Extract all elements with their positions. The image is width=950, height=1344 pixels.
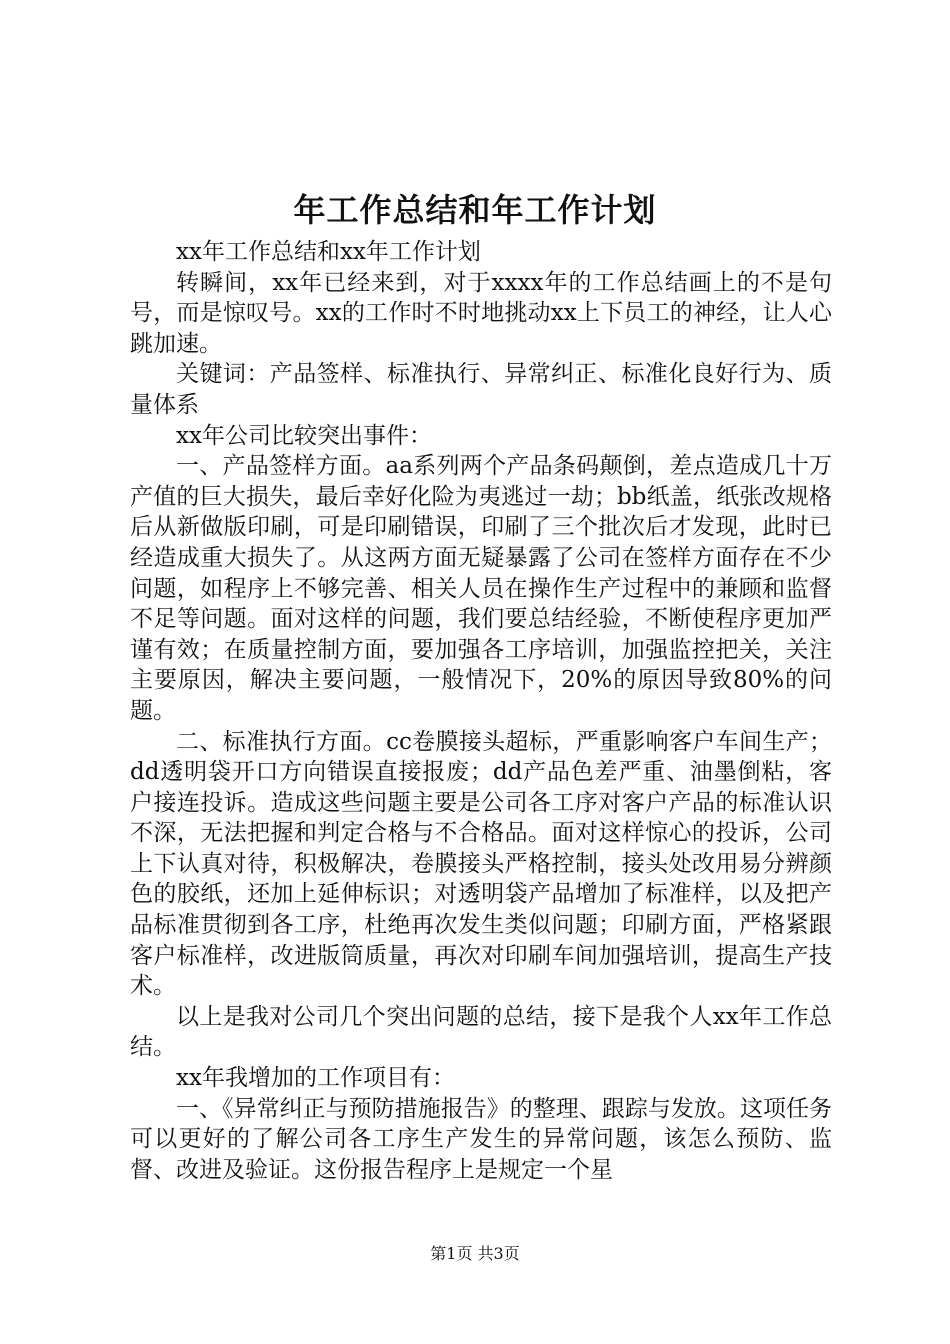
paragraph-summary: 以上是我对公司几个突出问题的总结，接下是我个人xx年工作总结。 (130, 1003, 832, 1061)
paragraph-new-items-heading: xx年我增加的工作项目有： (176, 1065, 455, 1092)
page-footer: 第1页 共3页 (430, 1244, 520, 1263)
paragraph-section-1: 一、产品签样方面。aa系列两个产品条码颠倒，差点造成几十万产值的巨大损失，最后幸好化险为夷逃过一劫；bb纸盖，纸张改规格后从新做版印刷，可是印刷错误，印刷了三个批次后才发现，此时已经造成重大损失了。从这两方面无疑暴露了公司在签样方面存在不少问题，如程序上不够完善、相关人员在操作生产过程中的兼顾和监督不足等问题。面对这样的问题，我们要总结经验，不断使程序更加严谨有效；在质量控制方面，要加强各工序培训，加强监控把关，关注主要原因，解决主要问题，一般情况下，20%的原因导致80%的问题。 (130, 453, 832, 724)
paragraph-subtitle: xx年工作总结和xx年工作计划 (176, 239, 481, 265)
document-body (130, 237, 832, 1185)
paragraph-events-heading: xx年公司比较突出事件： (176, 422, 432, 449)
paragraph-keywords: 关键词：产品签样、标准执行、异常纠正、标准化良好行为、质量体系 (130, 361, 832, 418)
paragraph-new-item-1: 一、《异常纠正与预防措施报告》的整理、跟踪与发放。这项任务可以更好的了解公司各工序生产发生的异常问题，该怎么预防、监督、改进及验证。这份报告程序上是规定一个星 (130, 1095, 832, 1183)
paragraph-intro: 转瞬间，xx年已经来到，对于xxxx年的工作总结画上的不是句号，而是惊叹号。xx的工作时不时地挑动xx上下员工的神经，让人心跳加速。 (130, 269, 832, 357)
document-title: 年工作总结和年工作计划 (293, 191, 657, 229)
paragraph-section-2: 二、标准执行方面。cc卷膜接头超标，严重影响客户车间生产；dd透明袋开口方向错误直接报废；dd产品色差严重、油墨倒粘，客户接连投诉。造成这些问题主要是公司各工序对客户产品的标准认识不深，无法把握和判定合格与不合格品。面对这样惊心的投诉，公司上下认真对待，积极解决，卷膜接头严格控制，接头处改用易分辨颜色的胶纸，还加上延伸标识；对透明袋产品增加了标准样，以及把产品标准贯彻到各工序，杜绝再次发生类似问题；印刷方面，严格紧跟客户标准样，改进版筒质量，再次对印刷车间加强培训，提高生产技术。 (130, 728, 832, 1000)
